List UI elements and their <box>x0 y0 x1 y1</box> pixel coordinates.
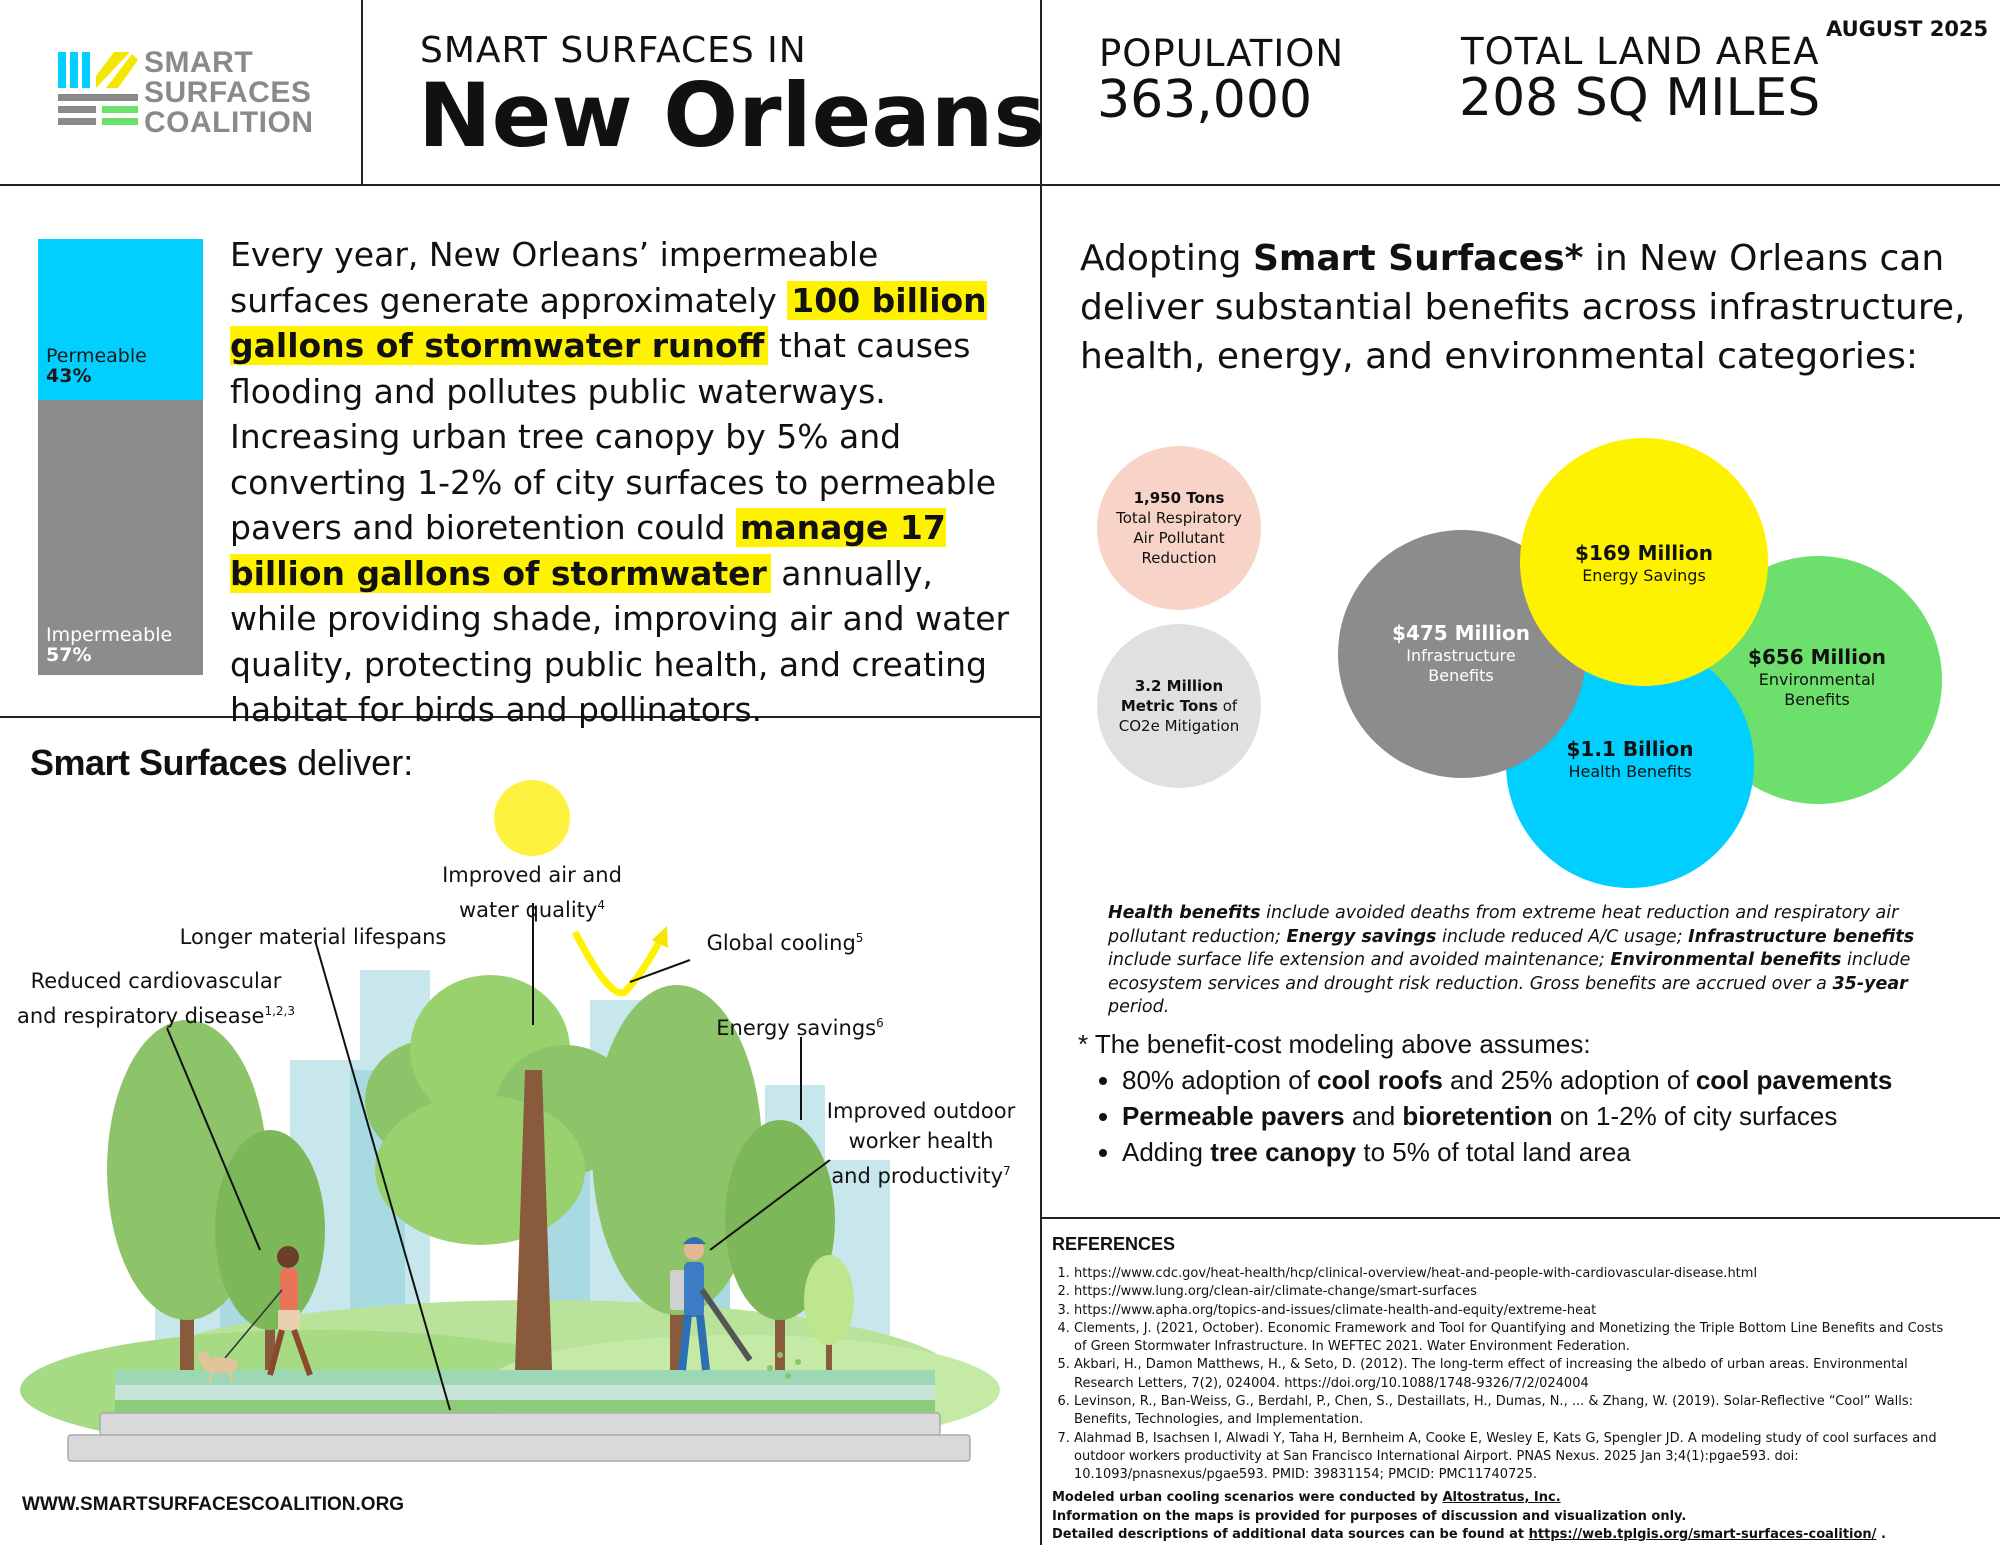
logo-mark-icon <box>56 50 140 134</box>
population-label: POPULATION <box>1099 32 1345 75</box>
assumptions <box>1078 1026 1978 1170</box>
right-refs-rule <box>1041 1217 2000 1219</box>
references-list <box>1052 1265 1957 1485</box>
bubble-energy-text: $169 Million Energy Savings <box>1575 541 1713 585</box>
references-title: REFERENCES <box>1052 1234 1176 1254</box>
permeable-segment <box>38 239 203 400</box>
runoff-highlight-1: 100 billion gallons of stormwater runoff <box>230 280 987 365</box>
website-link[interactable]: WWW.SMARTSURFACESCOALITION.ORG <box>22 1494 405 1515</box>
altostratus-link[interactable]: Altostratus, Inc. <box>1442 1490 1561 1505</box>
logo-line-2: SURFACES <box>144 76 312 109</box>
land-area-label: TOTAL LAND AREA <box>1461 30 1820 73</box>
runoff-paragraph: Every year, New Orleans’ impermeable surfaces generate approximately 100 billion gallons of stormwater runoff that causes flooding and pollutes public waterways. Increasing urban tree canopy by 5% and converting 1-2% of city surfaces to permeable pavers and bioretention could manage 17 billion gallons of stormwater annually, while providing shade, improving air and water quality, protecting public health, and creating habitat for birds and pollinators. <box>230 235 1010 729</box>
tplgis-link[interactable]: https://web.tplgis.org/smart-surfaces-coalition/ <box>1528 1527 1877 1542</box>
assumption-item: • Adding tree canopy to 5% of total land area <box>1122 1134 1978 1170</box>
reference-item: 6. Levinson, R., Ban-Weiss, G., Berdahl, P., Chen, S., Destaillats, H., Dumas, N., ... & Zhang, W. (2019). Solar-Reflective “Cool” Walls: Benefits, Technologies, and Implementation. <box>1074 1393 1957 1430</box>
report-date: AUGUST 2025 <box>1826 17 1989 41</box>
assumption-item: • Permeable pavers and bioretention on 1-2% of city surfaces <box>1122 1098 1978 1134</box>
impermeable-label: Impermeable <box>46 624 173 646</box>
callout-worker: Improved outdoor worker health and productivity$^7$ <box>826 1099 1016 1188</box>
logo[interactable] <box>56 48 316 138</box>
callout-air-water: Improved air and water quality$^4$ <box>442 863 622 922</box>
permeability-bar <box>38 239 203 675</box>
title-small: SMART SURFACES IN <box>420 30 807 71</box>
callout-cooling: Global cooling$^5$ <box>706 931 864 955</box>
reference-item[interactable]: 3. https://www.apha.org/topics-and-issues/climate-health-and-equity/extreme-heat <box>1074 1302 1957 1320</box>
impermeable-segment <box>38 400 203 675</box>
sun-icon <box>494 780 570 856</box>
bubble-environmental-text: $656 Million Environmental Benefits <box>1748 645 1886 709</box>
bubble-co2e: 3.2 Million Metric Tons of CO2e Mitigation <box>1097 624 1261 788</box>
callout-lifespans: Longer material lifespans <box>179 925 447 949</box>
footnotes: Modeled urban cooling scenarios were conducted by Altostratus, Inc. Information on the maps is provided for purposes of discussion and visualization only. Detailed descriptions of additional data sources can be found at https://web.tplgis.org/smart-surfaces-coalition/ . <box>1052 1490 1886 1542</box>
reference-item: 4. Clements, J. (2021, October). Economic Framework and Tool for Quantifying and Monetizing the Triple Bottom Line Benefits and Costs of Green Stormwater Infrastructure. In WEFTEC 2021. Water Environment Federation. <box>1074 1320 1957 1357</box>
bubble-infrastructure-text: $475 Million Infrastructure Benefits <box>1392 621 1530 685</box>
header-divider-1 <box>361 0 363 186</box>
logo-line-3: COALITION <box>144 106 314 139</box>
permeable-pct: 43% <box>46 365 92 387</box>
page-title: New Orleans <box>418 64 1046 167</box>
bubble-air-pollutant: 1,950 Tons Total Respiratory Air Pollutant Reduction <box>1097 446 1261 610</box>
permeable-label: Permeable <box>46 345 147 367</box>
callout-cardio: Reduced cardiovascular and respiratory disease$^{1,2,3}$ <box>16 969 295 1028</box>
reference-item: 5. Akbari, H., Damon Matthews, H., & Seto, D. (2012). The long-term effect of increasing the albedo of urban areas. Environmental Research Letters, 7(2), 024004. https://doi.org/10.1088/1748-9326/7/2/024004 <box>1074 1356 1957 1393</box>
logo-line-1: SMART <box>144 46 254 79</box>
benefits-note: Health benefits include avoided deaths from extreme heat reduction and respiratory air pollutant reduction; Energy savings include reduced A/C usage; Infrastructure benefits include surface life extension and avoided maintenance; Environmental benefits include ecosystem services and drought risk reduction. Gross benefits are accrued over a 35-year period. <box>1108 903 1915 1017</box>
assumptions-title: * The benefit-cost modeling above assumes: <box>1078 1029 1591 1059</box>
reference-item[interactable]: 1. https://www.cdc.gov/heat-health/hcp/clinical-overview/heat-and-people-with-cardiovascular-disease.html <box>1074 1265 1957 1283</box>
reference-item: 7. Alahmad B, Isachsen I, Alwadi Y, Taha H, Bernheim A, Cooke E, Wesley E, Kats G, Spengler JD. A modeling study of cool surfaces and outdoor workers productivity at San Francisco International Airport. PNAS Nexus. 2025 Jan 3;4(1):pgae593. doi: 10.1093/pnasnexus/pgae593. PMID: 39831154; PMCID: PMC11740725. <box>1074 1430 1957 1485</box>
reference-item[interactable]: 2. https://www.lung.org/clean-air/climate-change/smart-surfaces <box>1074 1283 1957 1301</box>
impermeable-pct: 57% <box>46 644 92 666</box>
deliver-title: Smart Surfaces deliver: <box>30 742 414 783</box>
benefits-lead: Adopting Smart Surfaces* in New Orleans can deliver substantial benefits across infrastructure, health, energy, and environmental categories: <box>1080 238 1966 377</box>
cooling-arrow-icon <box>575 932 660 993</box>
bubble-health-text: $1.1 Billion Health Benefits <box>1566 737 1694 781</box>
header-bottom-rule <box>0 184 2000 186</box>
callout-energy: Energy savings$^6$ <box>716 1016 884 1040</box>
assumption-item: • 80% adoption of cool roofs and 25% adoption of cool pavements <box>1122 1062 1978 1098</box>
land-area-value: 208 SQ MILES <box>1459 68 1821 128</box>
center-divider <box>1040 0 1042 1545</box>
population-value: 363,000 <box>1097 70 1313 130</box>
runoff-highlight-2: manage 17 billion gallons of stormwater <box>230 508 946 593</box>
